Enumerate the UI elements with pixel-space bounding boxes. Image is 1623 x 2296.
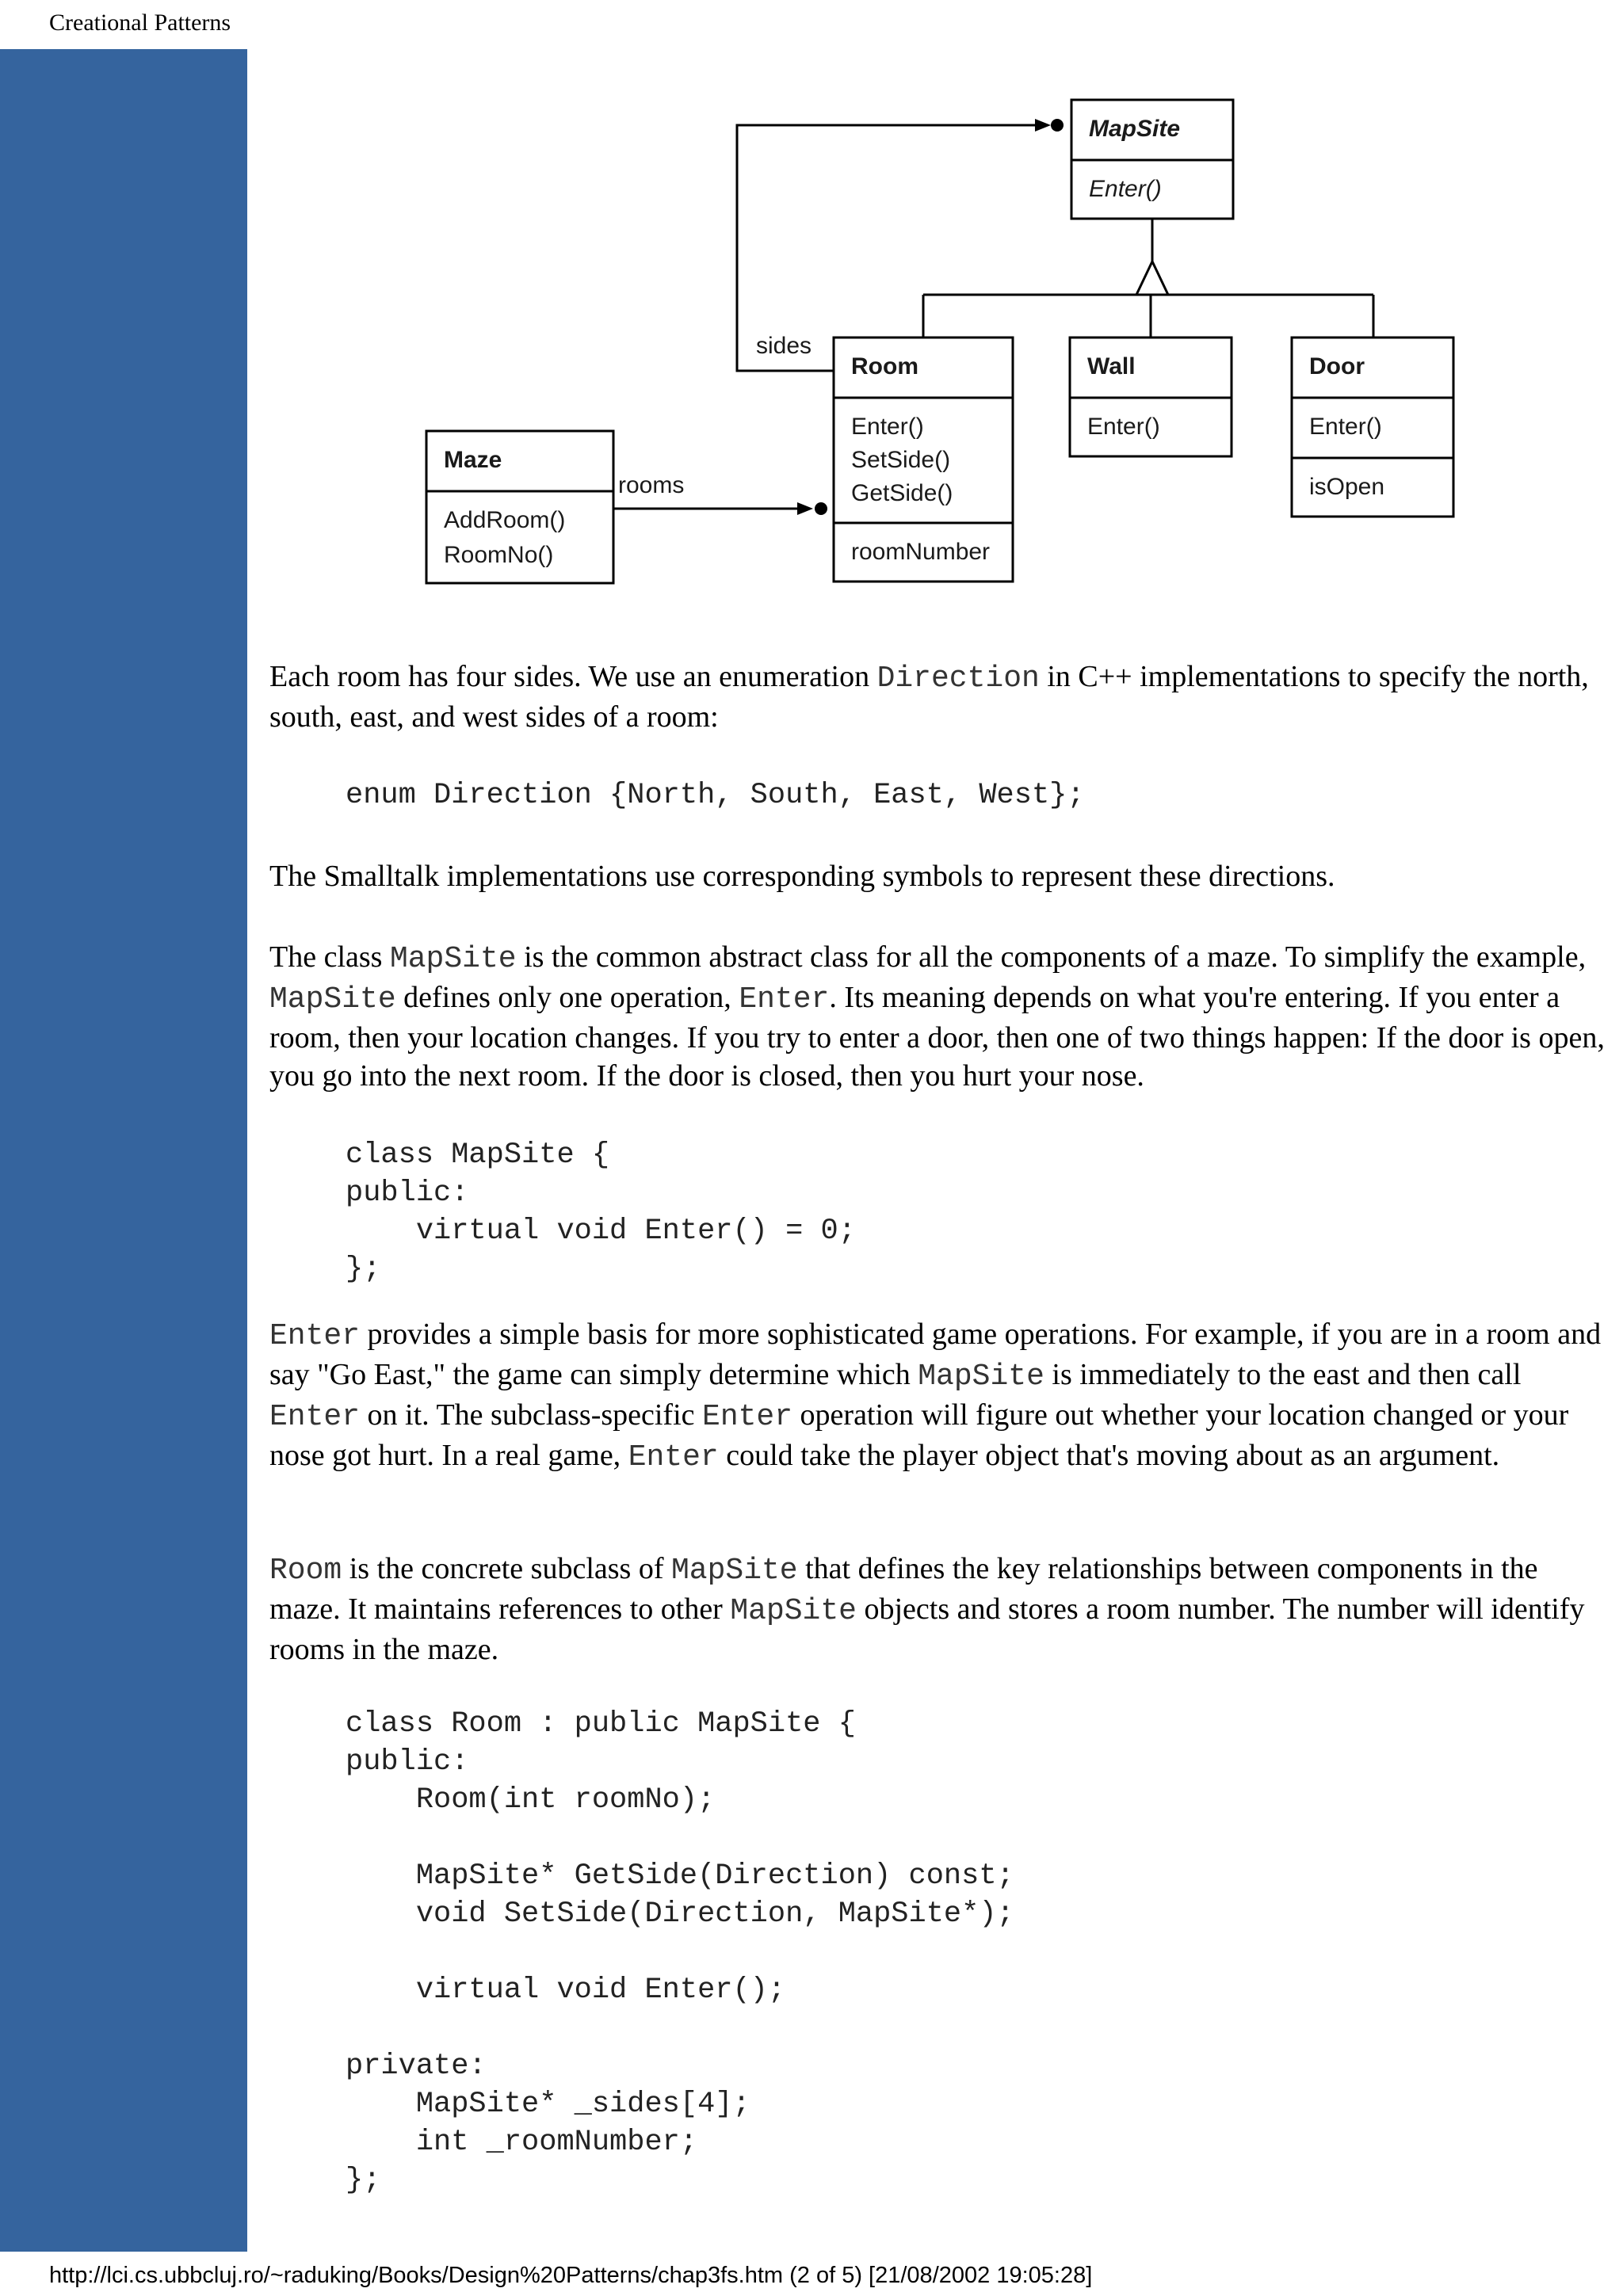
inheritance-connector bbox=[923, 219, 1373, 338]
mapsite-name: MapSite bbox=[1089, 116, 1181, 142]
wall-name: Wall bbox=[1087, 353, 1136, 379]
uml-class-room bbox=[834, 338, 1013, 582]
door-op-enter: Enter() bbox=[1309, 414, 1382, 440]
uml-class-wall bbox=[1070, 338, 1232, 456]
room-name: Room bbox=[851, 353, 918, 379]
door-attr-isopen: isOpen bbox=[1309, 474, 1385, 500]
paragraph-enter: Enter provides a simple basis for more sophisticated game operations. For example, if you are in a room and say "Go East," the game can simply determine which MapSite is immediately to the east and then call Enter on it. The subclass-specific Enter operation will figure out whether your location changed or your nose got hurt. In a real game, Enter could take the player object that's moving about as an argument. bbox=[269, 1318, 1602, 1474]
room-op-getside: GetSide() bbox=[851, 480, 953, 506]
sidebar-band bbox=[0, 49, 247, 2252]
page-header-title: Creational Patterns bbox=[49, 10, 231, 36]
mapsite-op: Enter() bbox=[1089, 176, 1162, 202]
paragraph-mapsite: The class MapSite is the common abstract class for all the components of a maze. To simplify the example, MapSite defines only one operation, Enter. Its meaning depends on what you're entering. If you enter a room, then your location changes. If you try to enter a door, then one of two things happen: If the door is open, you go into the next room. If the door is closed, then you hurt your nose. bbox=[269, 940, 1605, 1093]
rooms-label: rooms bbox=[618, 472, 685, 498]
room-attr-roomnumber: roomNumber bbox=[851, 539, 991, 565]
page-footer-url: http://lci.cs.ubbcluj.ro/~raduking/Books/Design%20Patterns/chap3fs.htm (2 of 5) [21/08/2002 19:05:28] bbox=[49, 2263, 1093, 2288]
room-op-enter: Enter() bbox=[851, 414, 924, 440]
paragraph-smalltalk: The Smalltalk implementations use corresponding symbols to represent these directions. bbox=[269, 860, 1335, 893]
code-class-room: class Room : public MapSite { public: Room(int roomNo); MapSite* GetSide(Direction) const; void SetSide(Direction, MapSite*); virtual void Enter(); private: MapSite* _sides[4]; int _roomNumber; }; bbox=[346, 1707, 1014, 2197]
code-enum-direction: enum Direction {North, South, East, West}; bbox=[346, 779, 1085, 812]
uml-class-maze bbox=[426, 431, 613, 583]
room-op-setside: SetSide() bbox=[851, 447, 951, 473]
paragraph-directions: Each room has four sides. We use an enumeration Direction in C++ implementations to specify the north, south, east, and west sides of a room: bbox=[269, 660, 1589, 734]
maze-op-addroom: AddRoom() bbox=[444, 507, 566, 533]
uml-class-door bbox=[1292, 338, 1453, 517]
door-name: Door bbox=[1309, 353, 1365, 379]
maze-name: Maze bbox=[444, 447, 502, 473]
code-class-mapsite: class MapSite { public: virtual void Enter() = 0; }; bbox=[346, 1138, 856, 1286]
wall-op-enter: Enter() bbox=[1087, 414, 1160, 440]
sides-label: sides bbox=[756, 333, 812, 359]
maze-op-roomno: RoomNo() bbox=[444, 542, 554, 568]
uml-class-mapsite bbox=[1071, 100, 1233, 219]
paragraph-room: Room is the concrete subclass of MapSite that defines the key relationships between components in the maze. It maintains references to other MapSite objects and stores a room number. The number will identify rooms in the maze. bbox=[269, 1552, 1585, 1666]
sides-aggregation bbox=[737, 119, 1064, 371]
rooms-aggregation bbox=[613, 472, 827, 515]
uml-class-diagram bbox=[269, 48, 1609, 602]
